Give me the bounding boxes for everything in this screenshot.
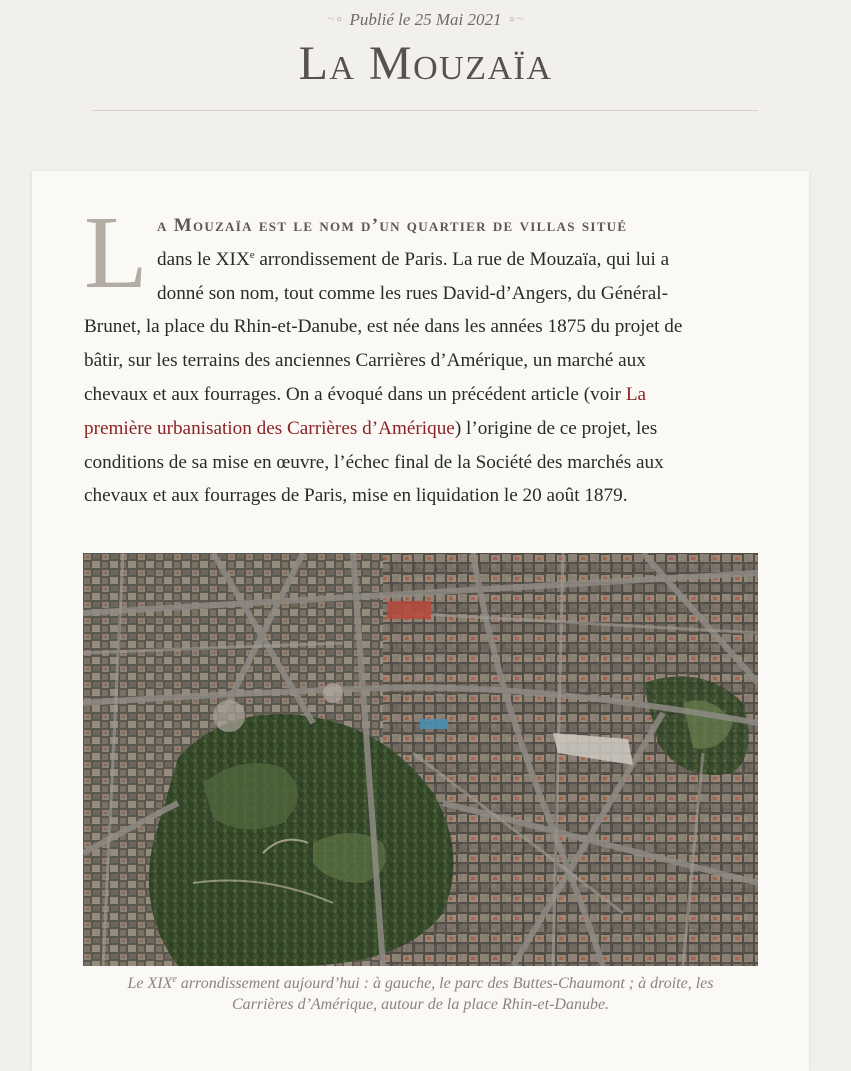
paragraph-line-8: conditions de sa mise en œuvre, l’échec final de la Société des marchés aux: [84, 451, 664, 473]
aerial-map-image: [83, 553, 758, 966]
article-link-end[interactable]: première urbanisation des Carrières d’Amérique: [84, 417, 455, 439]
paragraph-line-5: bâtir, sur les terrains des anciennes Carrières d’Amérique, un marché aux: [84, 350, 646, 372]
paragraph-line-2: dans le XIXe arrondissement de Paris. La rue de Mouzaïa, qui lui a: [157, 248, 670, 270]
ornament-left-icon: ~∘: [327, 12, 344, 27]
paragraph-line-3: donné son nom, tout comme les rues David-d’Angers, du Général-: [157, 282, 669, 304]
caption-line-2: Carrières d’Amérique, autour de la place Rhin-et-Danube.: [231, 996, 610, 1013]
article-link-start[interactable]: La: [625, 383, 647, 405]
intro-paragraph: [84, 209, 757, 513]
header-divider: [92, 110, 758, 111]
paragraph-line-9: chevaux et aux fourrages de Paris, mise en liquidation le 20 août 1879.: [84, 485, 628, 507]
figure-caption: [83, 973, 758, 1015]
paragraph-line-1: [84, 209, 757, 243]
publish-date: [0, 10, 851, 30]
ornament-right-icon: ∘~: [507, 12, 524, 27]
page-title: La Mouzaïa: [298, 37, 553, 90]
publish-date-text: Publié le 25 Mai 2021: [349, 10, 502, 29]
paragraph-line-4: Brunet, la place du Rhin-et-Danube, est née dans les années 1875 du projet de: [84, 316, 683, 338]
caption-line-1: Le XIXe arrondissement aujourd’hui : à gauche, le parc des Buttes-Chaumont ; à droite, les: [127, 974, 714, 992]
paragraph-line-7: première urbanisation des Carrières d’Amérique) l’origine de ce projet, les: [84, 417, 658, 439]
paragraph-line-6: chevaux et aux fourrages. On a évoqué dans un précédent article (voir La: [84, 383, 647, 405]
aerial-photo: [83, 553, 758, 966]
article-card: [32, 171, 809, 1071]
lead-in-text: a Mouzaïa est le nom d’un quartier de villas situé: [157, 215, 628, 236]
article-body: [84, 195, 757, 513]
drop-cap: L: [84, 195, 148, 310]
